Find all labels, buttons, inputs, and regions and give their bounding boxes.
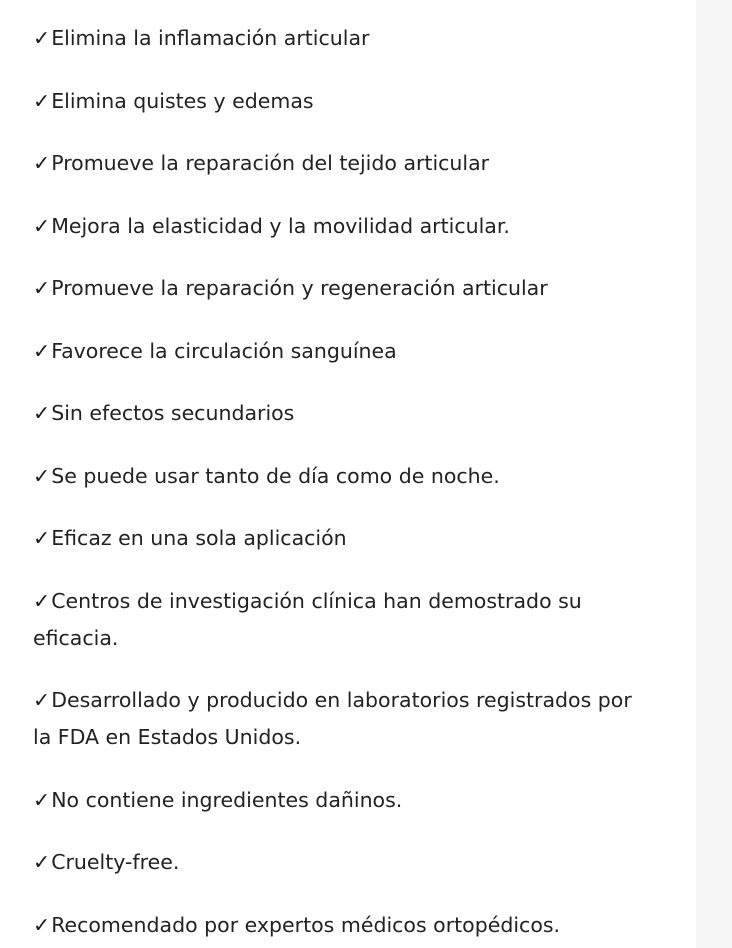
benefit-text: No contiene ingredientes dañinos. [51, 787, 403, 812]
benefit-item [33, 333, 633, 370]
benefit-item [33, 270, 633, 307]
benefit-item [33, 520, 633, 557]
benefit-item [33, 145, 633, 182]
benefit-text: Se puede usar tanto de día como de noche. [51, 463, 500, 488]
benefit-item [33, 844, 633, 881]
benefit-text: Recomendado por expertos médicos ortopédicos. [51, 912, 561, 937]
benefit-item [33, 782, 633, 819]
check-mark-icon: ✓ [33, 401, 51, 425]
benefit-text: Promueve la reparación y regeneración articular [51, 276, 548, 300]
check-mark-icon: ✓ [33, 26, 51, 50]
check-mark-icon: ✓ [33, 787, 51, 812]
check-mark-icon: ✓ [33, 151, 51, 175]
benefit-item [33, 907, 633, 944]
benefit-text: Sin efectos secundarios [51, 401, 295, 425]
benefit-text: Favorece la circulación sanguínea [51, 338, 397, 363]
check-mark-icon: ✓ [33, 88, 51, 113]
benefits-list [33, 20, 633, 948]
check-mark-icon: ✓ [33, 688, 51, 712]
benefit-item [33, 20, 633, 57]
check-mark-icon: ✓ [33, 850, 51, 874]
benefit-text: Desarrollado y producido en laboratorios registrados por la FDA en Estados Unidos. [33, 688, 632, 749]
benefit-text: Centros de investigación clínica han demostrado su eficacia. [33, 588, 582, 650]
benefit-text: Elimina quistes y edemas [51, 88, 314, 113]
benefit-text: Promueve la reparación del tejido articular [51, 151, 490, 175]
benefit-item [33, 83, 633, 120]
benefit-text: Eficaz en una sola aplicación [51, 526, 347, 550]
check-mark-icon: ✓ [33, 526, 51, 550]
check-mark-icon: ✓ [33, 588, 51, 613]
check-mark-icon: ✓ [33, 276, 51, 300]
benefit-text: Elimina la inflamación articular [51, 26, 370, 50]
benefit-text: Mejora la elasticidad y la movilidad articular. [51, 213, 510, 238]
check-mark-icon: ✓ [33, 338, 51, 363]
benefit-item [33, 208, 633, 245]
benefit-item [33, 583, 633, 657]
right-gutter [696, 0, 732, 948]
check-mark-icon: ✓ [33, 213, 51, 238]
check-mark-icon: ✓ [33, 463, 51, 488]
check-mark-icon: ✓ [33, 912, 51, 937]
benefit-item [33, 682, 633, 756]
benefit-item [33, 458, 633, 495]
benefit-item [33, 395, 633, 432]
benefit-text: Cruelty-free. [51, 850, 180, 874]
